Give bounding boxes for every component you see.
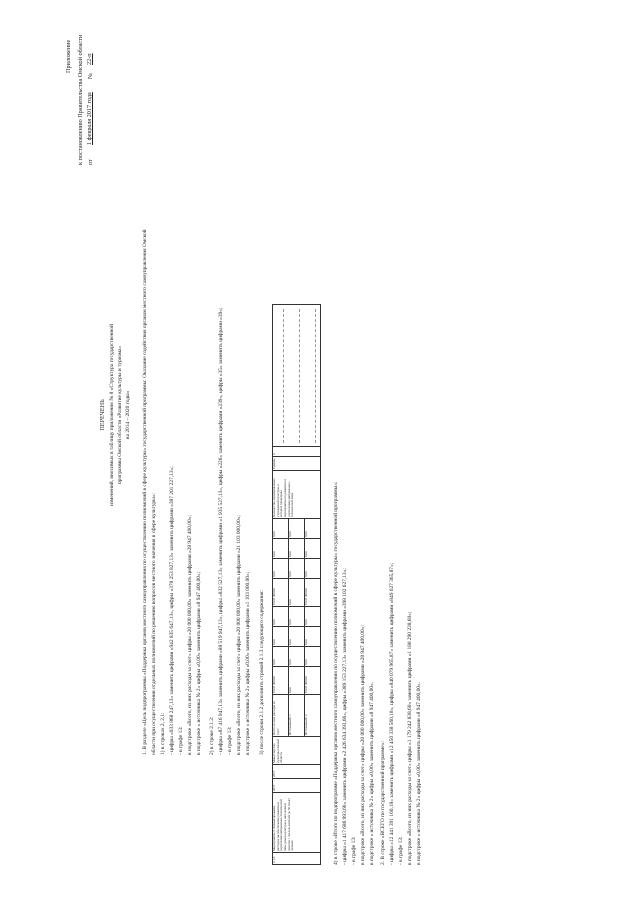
activity-name: Мероприятие 3. Финансирование расходов на обеспечение развития и укрепления материально-технической базы домов культуры в населенных пунктах с числом жителей до 50 тысяч человек xyxy=(273,793,321,853)
cell-value: 0,00 xyxy=(273,627,289,647)
body-line: в подстроке « источника № 2» цифры «0,00» заменить цифрами «1 103 000,00»; xyxy=(245,571,251,755)
appendix-number: 22-п xyxy=(86,53,93,65)
body-line: области при осуществлении отдельных полномочий по решению вопросов местного значения в сфере культуры»: xyxy=(151,493,157,755)
cell-value: 0,00 xyxy=(289,579,305,607)
inserted-row-table xyxy=(272,304,321,865)
source-label: Всего, из них расходы за счет: xyxy=(273,695,289,737)
body-line: - в графе 13: xyxy=(351,836,357,865)
empty-cell-rule xyxy=(283,309,284,443)
body-line: 2. В строке «ВСЕГО по государственной программе»: xyxy=(380,741,386,865)
appendix-decree: к постановлению Правительства Омской области xyxy=(77,34,84,165)
body-line: - цифры «87 416 947,13» заменить цифрами «88 519 947,13», цифры «832 527,13» заменить цифрами «1 935 527,13», цифры «226» заменить цифрами «239», цифры «35» заменить цифрами «39»; xyxy=(218,307,224,755)
cell-value: 0,00 xyxy=(305,627,321,647)
cell-value: 0,00 xyxy=(305,539,321,559)
cell-value: 0,00 xyxy=(289,539,305,559)
cell-value: 0,00 xyxy=(273,647,289,667)
empty-cells xyxy=(273,305,321,447)
empty-cell-rule xyxy=(315,309,316,443)
cell-value: 8 947 400,00 xyxy=(273,667,289,695)
appendix-label: Приложение xyxy=(65,39,72,73)
cell-value: 0,00 xyxy=(305,559,321,579)
indicator-value: 4 xyxy=(273,447,321,457)
appendix-date: 1 февраля 2017 года xyxy=(86,92,93,145)
cell-value: 0,00 xyxy=(273,607,289,627)
body-line: - цифры «933 868 247,13» заменить цифрами «942 835 647,13», цифры «378 253 827,13» заменить цифрами «387 201 227,13»; xyxy=(169,466,175,755)
cell-value: 0,00 xyxy=(289,559,305,579)
body-line: - в графе 13: xyxy=(398,836,404,865)
end-year: 2017 xyxy=(273,765,321,779)
body-line: в подстроке «Всего, из них расходы за счет» цифры «20 000 000,00» заменить цифрами «28 947 400,00»; xyxy=(360,625,366,865)
body-line: - в графе 13: xyxy=(227,726,233,755)
start-year: 2017 xyxy=(273,779,321,793)
document-title: ПЕРЕЧЕНЬ xyxy=(99,399,106,431)
body-line: в подстроке « источника № 2» цифры «0,00» заменить цифрами «8 947 400,00». xyxy=(416,681,422,865)
title-line-3: программы Омской области «Развитие культуры и туризма» xyxy=(117,345,123,485)
body-line: 1) в строках 2, 2.1: xyxy=(160,712,166,755)
body-line: в подстроке «Всего, из них расходы за счет» цифры «1 179 242 838,60» заменить цифрами «1 188 290 238,60»; xyxy=(407,611,413,865)
cell-value: 0,00 xyxy=(305,519,321,539)
empty-cell-rule xyxy=(299,309,300,443)
appendix-number-sign: № xyxy=(87,73,94,79)
body-line: в подстроке «Всего, из них расходы за счет» цифры «20 000 000,00» заменить цифрами «28 947 400,00»; xyxy=(187,515,193,755)
cell-value: 0,00 xyxy=(289,607,305,627)
body-line: - цифры «12 441 391 160,18» заменить цифрами «12 450 338 560,18», цифры «840 079 965,87» заменить цифрами «849 027 365,87»; xyxy=(389,562,395,865)
cell-value: 0,00 xyxy=(273,519,289,539)
cell-value: 8 947 400,00 xyxy=(273,579,289,607)
body-line: в подстроке « источника № 2» цифры «0,00» заменить цифрами «8 947 400,00»; xyxy=(196,571,202,755)
cell-value: 0,00 xyxy=(289,519,305,539)
source-label: Источника № 1 xyxy=(289,695,305,737)
cell-value: 0,00 xyxy=(273,539,289,559)
executor: Министерство культуры Омской области xyxy=(273,737,321,765)
body-line: - цифры «1 417 686 993,66» заменить цифрами «2 426 634 393,66», цифры «389 153 227,13» заменить цифрами «398 102 627,13»; xyxy=(342,568,348,865)
body-line: в подстроке « источника № 2» цифры «0,00» заменить цифрами «8 947 400,00». xyxy=(369,681,375,865)
cell-value: 0,00 xyxy=(305,647,321,667)
cell-value: 8 947 400,00 xyxy=(305,667,321,695)
cell-value: 0,00 xyxy=(289,647,305,667)
cell-value: 0,00 xyxy=(289,667,305,695)
body-line: 4) в строке «Итого по подпрограмме «Поддержка органов местного самоуправления по осуществлению полномочий в сфере культуры» государственной программы»: xyxy=(333,481,339,865)
body-line: - в графе 13: xyxy=(178,726,184,755)
indicator-unit: Единиц xyxy=(273,457,321,471)
cell-value: 0,00 xyxy=(305,607,321,627)
cell-value: 0,00 xyxy=(289,627,305,647)
title-line-2: изменений, вносимых в таблицу приложения № 8 «Структура государственной xyxy=(109,323,115,507)
body-line: 3) после строки 2.1.2 дополнить строкой 2.1.3 следующего содержания: xyxy=(259,590,265,755)
row-number: 2.1.3 xyxy=(273,853,321,865)
indicator-name: Количество муниципальных учреждений культуры, в которых проведены мероприятия по развитию и укреплению материально-технической базы xyxy=(273,471,321,519)
body-line: в подстроке «Всего, из них расходы за счет» цифры «20 000 000,00» заменить цифрами «21 103 000,00»; xyxy=(236,515,242,755)
appendix-from: от xyxy=(87,159,94,165)
body-line: 1. В разделе «Цель подпрограммы «Поддержка органов местного самоуправления по осуществлению полномочий в сфере культуры» государственной программы: Оказание содействия органам местного самоуправления Омской xyxy=(142,229,148,755)
body-line: 2) в строке 2.1.2: xyxy=(209,716,215,755)
title-line-4: на 2014 – 2020 годы» xyxy=(125,390,131,440)
source-label: Источника № 2 xyxy=(305,695,321,737)
cell-value: 8 947 400,00 xyxy=(305,579,321,607)
cell-value: 0,00 xyxy=(273,559,289,579)
